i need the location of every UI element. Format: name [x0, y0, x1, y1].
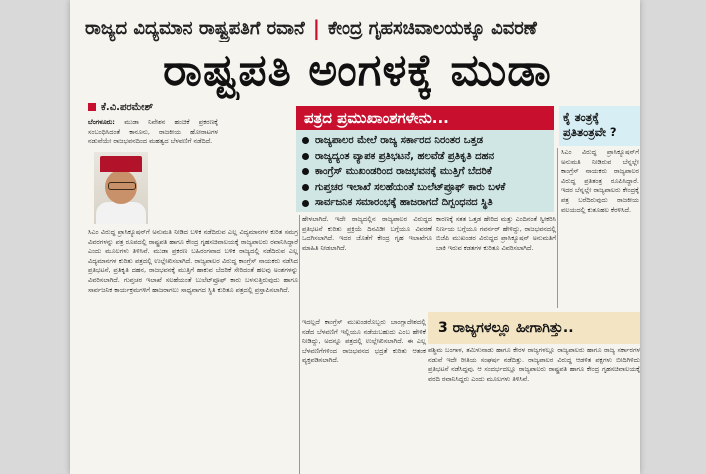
- three-states-title: 3 ರಾಜ್ಯಗಳಲ್ಲೂ ಹೀಗಾಗಿತ್ತು..: [438, 320, 574, 336]
- three-states-title-box: [428, 312, 640, 344]
- bullet-icon: [302, 184, 309, 191]
- byline-marker-icon: [88, 103, 96, 111]
- dateline: ಬೆಂಗಳೂರು:: [88, 118, 115, 126]
- kicker-left: ರಾಜ್ಯದ ವಿದ್ಯಮಾನ ರಾಷ್ಟ್ರಪತಿಗೆ ರವಾನೆ: [85, 17, 305, 39]
- highlight-item: ಕಾಂಗ್ರೆಸ್ ಮುಖಂಡರಿಂದ ರಾಜಭವನಕ್ಕೆ ಮುತ್ತಿಗೆ ಬೆದರಿಕೆ: [302, 164, 548, 180]
- byline: [88, 98, 218, 116]
- sidebar-title: ಕೈ ತಂತ್ರಕ್ಕೆ ಪ್ರತಿತಂತ್ರವೇ ?: [563, 110, 617, 139]
- governor-photo: [94, 152, 148, 224]
- cap-shape: [100, 156, 142, 172]
- sidebar-text: ಸಿಎಂ ವಿರುದ್ಧ ಪ್ರಾಸಿಕ್ಯೂಷನ್‌ಗೆ ಅನುಮತಿ ನೀಡಿರುವ ಬೆನ್ನಲ್ಲೇ ಕಾಂಗ್ರೆಸ್ ನಾಯಕರು ರಾಜ್ಯಪಾಲರ ವಿರುದ್ಧ ಪ್ರತಿತಂತ್ರ ರೂಪಿಸಿದ್ದಾರೆ. ಇದರ ಬೆನ್ನಲ್ಲೇ ರಾಜ್ಯಪಾಲರು ಕೇಂದ್ರಕ್ಕೆ ಪತ್ರ ಬರೆದಿರುವುದು ರಾಜಕೀಯ ವಲಯದಲ್ಲಿ ಕುತೂಹಲ ಕೆರಳಿಸಿದೆ.: [561, 148, 639, 214]
- article-column-4: ಇದಲ್ಲದೆ ಕಾಂಗ್ರೆಸ್ ಮುಖಂಡರೊಬ್ಬರು ಬಾಂಗ್ಲಾದೇಶದಲ್ಲಿ ನಡೆದ ಬೆಳವಣಿಗೆ ಇಲ್ಲಿಯೂ ನಡೆಯಬಹುದು ಎಂಬ ಹೇಳಿಕೆ ನೀಡಿದ್ದು, ಅದನ್ನೂ ಪತ್ರದಲ್ಲಿ ಉಲ್ಲೇಖಿಸಲಾಗಿದೆ. ಈ ಎಲ್ಲ ಬೆಳವಣಿಗೆಗಳಿಂದ ರಾಜಭವನದ ಭದ್ರತೆ ಕುರಿತು ಆತಂಕ ವ್ಯಕ್ತಪಡಿಸಲಾಗಿದೆ.: [302, 318, 426, 365]
- column-divider: [299, 215, 300, 474]
- highlight-item: ಗುಪ್ತಚರ ಇಲಾಖೆ ಸಲಹೆಯಂತೆ ಬುಲೆಟ್‌ಪ್ರೂಫ್ ಕಾರು ಬಳಕೆ: [302, 180, 548, 196]
- highlights-box: [296, 106, 554, 212]
- bullet-icon: [302, 153, 309, 160]
- kicker-line: [85, 14, 630, 42]
- bullet-icon: [302, 168, 309, 175]
- headline: ರಾಷ್ಟ್ರಪತಿ ಅಂಗಳಕ್ಕೆ ಮುಡಾ: [163, 45, 552, 96]
- bullet-icon: [302, 200, 309, 207]
- bullet-icon: [302, 137, 309, 144]
- article-column-2: ಹೇಳಲಾಗಿದೆ. ಇದೇ ರಾಜ್ಯದಲ್ಲಿನ ರಾಜ್ಯಪಾಲರ ವಿರುದ್ಧದ ಪ್ರತಿಭಟನೆ ಕುರಿತು ಪ್ರಕ್ರಿಯೆ ದಿನವಿಡೀ ಬಗ್ಗೆಯೂ ವಿವರಣೆ ಒದಗಿಸಲಾಗಿದೆ. ಇದರ ಜೊತೆಗೆ ಕೇಂದ್ರ ಗೃಹ ಇಲಾಖೆಗೂ ಮಾಹಿತಿ ನೀಡಲಾಗಿದೆ.: [302, 215, 432, 252]
- article-column-3: ಕಾರಣಕ್ಕೆ ಸತತ ಒತ್ತಡ ಹೇರಿದ ಮತ್ತು ಎಂದಿನಂತೆ ಸ್ವೀಕರಿಸಿ ನಿರ್ಣಯ ಬಗ್ಗೆಯೂ ಗವರ್ನರ್ ಹೇಳಿದ್ದು, ರಾಜಭವನದಲ್ಲಿ ಬಿಜೆಪಿ ಮುಖಂಡರ ವಿರುದ್ಧದ ಪ್ರಾಸಿಕ್ಯೂಷನ್ ಅನುಮತಿಗೆ ಬಾಕಿ ಇರುವ ಕಡತಗಳ ಕುರಿತೂ ವಿವರಿಸಲಾಗಿದೆ.: [436, 215, 556, 252]
- sidebar-title-box: [559, 106, 640, 146]
- intro-text: ಮುಡಾ ನಿವೇಶನ ಹಂಚಿಕೆ ಪ್ರಕರಣಕ್ಕೆ ಸಂಬಂಧಿಸಿದಂತೆ ಕಾನೂನು, ರಾಜಕೀಯ ಹೋರಾಟಗಳ ನಡುವೆಯೇ ರಾಜಭವನದಿಂದ ಮಹತ್ವದ ಬೆಳವಣಿಗೆ ನಡೆದಿದೆ.: [88, 118, 218, 146]
- highlights-title: ಪತ್ರದ ಪ್ರಮುಖಾಂಶಗಳೇನು...: [296, 106, 554, 130]
- highlight-item: ರಾಜ್ಯಪಾಲರ ಮೇಲೆ ರಾಜ್ಯ ಸರ್ಕಾರದ ನಿರಂತರ ಒತ್ತಡ: [302, 133, 548, 149]
- newspaper-page: [70, 0, 640, 474]
- column-divider: [557, 148, 558, 308]
- highlights-list: [296, 130, 554, 211]
- three-states-text: ಪಶ್ಚಿಮ ಬಂಗಾಳ, ತಮಿಳುನಾಡು ಹಾಗೂ ಕೇರಳ ರಾಜ್ಯಗಳಲ್ಲೂ ರಾಜ್ಯಪಾಲರು ಹಾಗೂ ರಾಜ್ಯ ಸರ್ಕಾರಗಳ ನಡುವೆ ಇದೇ ರೀತಿಯ ಸಂಘರ್ಷ ನಡೆದಿತ್ತು. ರಾಜ್ಯಪಾಲರ ವಿರುದ್ಧ ಆಡಳಿತ ಪಕ್ಷಗಳು ಬೀದಿಗಿಳಿದು ಪ್ರತಿಭಟನೆ ನಡೆಸಿದ್ದವು. ಆ ಸಂದರ್ಭದಲ್ಲೂ ರಾಜ್ಯಪಾಲರು ರಾಷ್ಟ್ರಪತಿ ಹಾಗೂ ಕೇಂದ್ರ ಗೃಹಸಚಿವಾಲಯಕ್ಕೆ ವರದಿ ರವಾನಿಸಿದ್ದರು ಎಂದು ಮೂಲಗಳು ತಿಳಿಸಿವೆ.: [428, 346, 640, 383]
- kicker-right: ಕೇಂದ್ರ ಗೃಹಸಚಿವಾಲಯಕ್ಕೂ ವಿವರಣೆ: [328, 17, 537, 39]
- byline-author: ಕೆ.ವಿ.ಪರಮೇಶ್: [101, 101, 154, 113]
- kicker-divider: |: [312, 16, 321, 40]
- highlight-item: ರಾಜ್ಯದ್ಯಂತ ವ್ಯಾಪಕ ಪ್ರತಿಭಟನೆ, ಹಲವೆಡೆ ಪ್ರತಿಕೃತಿ ದಹನ: [302, 149, 548, 165]
- article-column-1: ಸಿಎಂ ವಿರುದ್ಧ ಪ್ರಾಸಿಕ್ಯೂಷನ್‌ಗೆ ಅನುಮತಿ ನೀಡಿದ ಬಳಿಕ ನಡೆದಿರುವ ಎಲ್ಲ ವಿದ್ಯಮಾನಗಳ ಕುರಿತ ಸಮಗ್ರ ವಿವರಗಳನ್ನು ಪತ್ರ ರೂಪದಲ್ಲಿ ರಾಷ್ಟ್ರಪತಿ ಹಾಗೂ ಕೇಂದ್ರ ಗೃಹಸಚಿವಾಲಯಕ್ಕೆ ರಾಜ್ಯಪಾಲರು ರವಾನಿಸಿದ್ದಾರೆ ಎಂದು ಮೂಲಗಳು ತಿಳಿಸಿವೆ. ಮುಡಾ ಪ್ರಕರಣ ಬಹಿರಂಗವಾದ ಬಳಿಕ ರಾಜ್ಯದಲ್ಲಿ ನಡೆದಿರುವ ಎಲ್ಲ ವಿದ್ಯಮಾನಗಳ ಕುರಿತು ಪತ್ರದಲ್ಲಿ ಉಲ್ಲೇಖಿಸಲಾಗಿದೆ. ರಾಜ್ಯಪಾಲರ ವಿರುದ್ಧ ಕಾಂಗ್ರೆಸ್ ನಾಯಕರು ನಡೆಸಿದ ಪ್ರತಿಭಟನೆ, ಪ್ರತಿಕೃತಿ ದಹನ, ರಾಜಭವನಕ್ಕೆ ಮುತ್ತಿಗೆ ಹಾಕುವ ಬೆದರಿಕೆ ಸೇರಿದಂತೆ ಹಲವು ಅಂಶಗಳನ್ನು ವಿವರಿಸಲಾಗಿದೆ. ಗುಪ್ತಚರ ಇಲಾಖೆ ಸಲಹೆಯಂತೆ ಬುಲೆಟ್‌ಪ್ರೂಫ್ ಕಾರು ಬಳಸುತ್ತಿರುವುದು ಹಾಗೂ ಸಾರ್ವಜನಿಕ ಕಾರ್ಯಕ್ರಮಗಳಿಗೆ ಹಾಜರಾಗಲು ಸಾಧ್ಯವಾಗದ ಸ್ಥಿತಿ ಕುರಿತೂ ಪತ್ರದಲ್ಲಿ ಪ್ರಸ್ತಾಪಿಸಲಾಗಿದೆ.: [88, 228, 298, 294]
- highlight-item: ಸಾರ್ವಜನಿಕ ಸಮಾರಂಭಕ್ಕೆ ಹಾಜರಾಗದೆ ದಿಗ್ಬಂಧನದ ಸ್ಥಿತಿ: [302, 195, 548, 211]
